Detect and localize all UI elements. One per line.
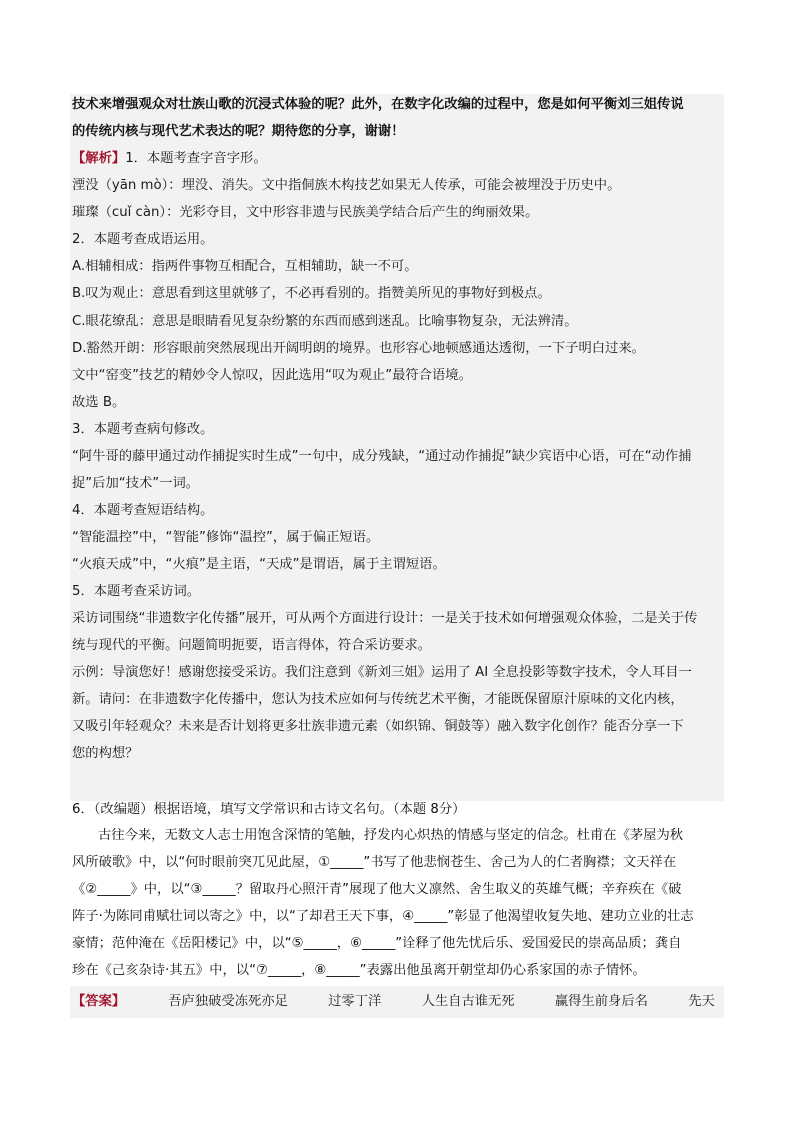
- answer-label: 【答案】: [72, 994, 126, 1009]
- text-line: 捉”后加“技术”一词。: [72, 476, 200, 491]
- text-line: 湮没（yān mò）：埋没、消失。文中指侗族木构技艺如果无人传承，可能会被埋没于历史中。: [72, 178, 621, 193]
- text-line: 文中“窑变”技艺的精妙令人惊叹，因此选用“叹为观止”最符合语境。: [72, 368, 472, 383]
- text-line: 采访词围绕“非遗数字化传播”展开，可从两个方面进行设计：一是关于技术如何增强观众体验，二是关于传: [72, 611, 698, 626]
- answer-item-5: 先天: [688, 994, 715, 1009]
- text-line: 又吸引年轻观众？未来是否计划将更多壮族非遗元素（如织锦、铜鼓等）融入数字化创作？能否分享一下: [72, 719, 684, 734]
- text-line: 2．本题考查成语运用。: [72, 232, 214, 247]
- analysis-label: 【解析】: [72, 151, 126, 166]
- answer-item-3: 人生自古谁无死: [421, 994, 515, 1009]
- text-line: 的传统内核与现代艺术表达的呢？期待您的分享，谢谢！: [72, 124, 405, 139]
- analysis-text: 1．本题考查字音字形。: [125, 151, 267, 166]
- text-line: D.豁然开朗：形容眼前突然展现出开阔明朗的境界。也形容心地顿感通达透彻，一下子明白过来。: [72, 341, 645, 356]
- text-line: 豪情；范仲淹在《岳阳楼记》中，以“⑤_____，⑥_____”诠释了他先忧后乐、爱国爱民的崇高品质；龚自: [72, 936, 682, 951]
- text-line: C.眼花缭乱：意思是眼睛看见复杂纷繁的东西而感到迷乱。比喻事物复杂，无法辨清。: [72, 314, 578, 329]
- text-line: 《②_____》中，以“③_____？留取丹心照汗青”展现了他大义凛然、舍生取义的英雄气概；辛弃疾在《破: [72, 882, 682, 897]
- text-line: 阵子·为陈同甫赋壮词以寄之》中，以“了却君王天下事，④_____”彰显了他渴望收复失地、建功立业的壮志: [72, 909, 694, 924]
- text-line: 6．（改编题）根据语境，填写文学常识和古诗文名句。（本题 8分）: [72, 802, 466, 817]
- text-line: 古往今来，无数文人志士用饱含深情的笔触，抒发内心炽热的情感与坚定的信念。杜甫在《茅屋为秋: [98, 828, 684, 843]
- text-line: “阿牛哥的藤甲通过动作捕捉实时生成”一句中，成分残缺，“通过动作捕捉”缺少宾语中心语，可在“动作捕: [72, 449, 692, 464]
- text-line: 您的构想？: [72, 746, 139, 761]
- text-line: 4．本题考查短语结构。: [72, 503, 214, 518]
- text-line: 3．本题考查病句修改。: [72, 422, 214, 437]
- answer-line: [72, 992, 724, 1012]
- text-line: “智能温控”中，“智能”修饰“温控”，属于偏正短语。: [72, 530, 380, 545]
- text-line: 璀璨（cuǐ càn）：光彩夺目，文中形容非遗与民族美学结合后产生的绚丽效果。: [72, 205, 539, 220]
- answer-item-4: 赢得生前身后名: [554, 994, 648, 1009]
- text-line: 5．本题考查采访词。: [72, 584, 201, 599]
- text-line: B.叹为观止：意思看到这里就够了，不必再看别的。指赞美所见的事物好到极点。: [72, 286, 551, 301]
- answer-item-1: 吾庐独破受冻死亦足: [168, 994, 288, 1009]
- text-line: 示例：导演您好！感谢您接受采访。我们注意到《新刘三姐》运用了 AI 全息投影等数字技术，令人耳目一: [72, 665, 692, 680]
- text-line: 故选 B。: [72, 395, 126, 410]
- text-line: A.相辅相成：指两件事物互相配合，互相辅助，缺一不可。: [72, 259, 418, 274]
- text-line: 统与现代的平衡。问题简明扼要，语言得体，符合采访要求。: [72, 638, 432, 653]
- text-line: 技术来增强观众对壮族山歌的沉浸式体验的呢？此外，在数字化改编的过程中，您是如何平衡刘三姐传说: [72, 97, 684, 112]
- answer-item-2: 过零丁洋: [328, 994, 382, 1009]
- text-line: “火痕天成”中，“火痕”是主语，“天成”是谓语，属于主谓短语。: [72, 557, 446, 572]
- text-line: 新。请问：在非遗数字化传播中，您认为技术应如何与传统艺术平衡，才能既保留原汁原味的文化内核，: [72, 692, 684, 707]
- text-line: 珍在《己亥杂诗·其五》中，以“⑦_____，⑧_____”表露出他虽离开朝堂却仍心系家国的赤子情怀。: [72, 963, 646, 978]
- text-line: 风所破歌》中，以“何时眼前突兀见此屋，①_____”书写了他悲悯苍生、舍己为人的仁者胸襟；文天祥在: [72, 855, 677, 870]
- analysis-line: [72, 149, 724, 169]
